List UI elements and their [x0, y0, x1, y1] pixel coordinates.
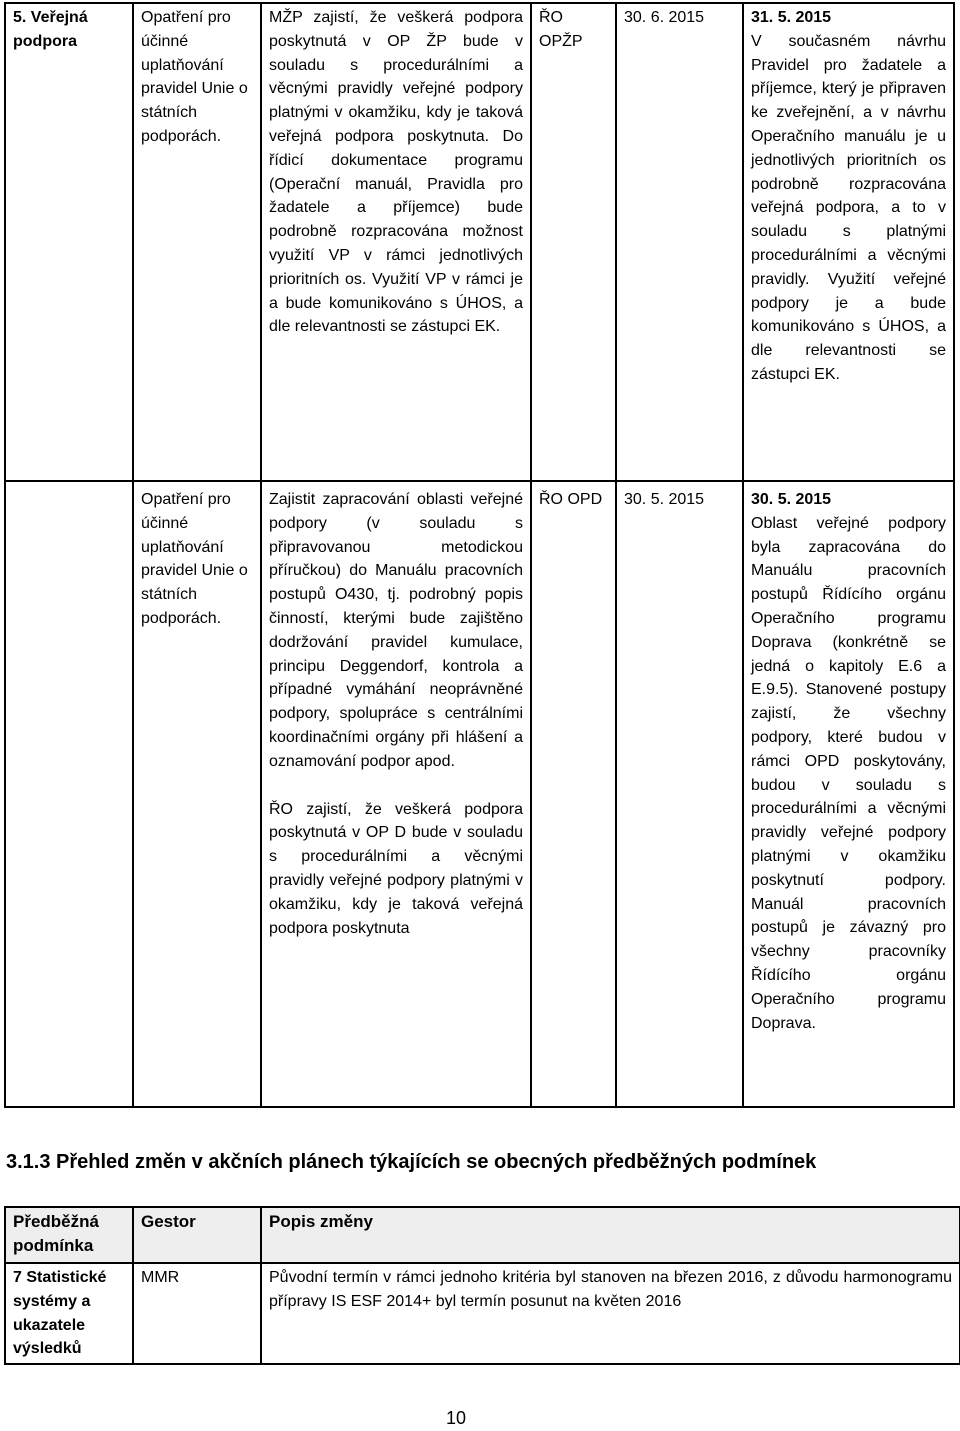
header-condition: Předběžná podmínka: [5, 1207, 133, 1263]
status-text: Oblast veřejné podpory byla zapracována do Manuálu pracovních postupů Řídícího orgánu Operačního programu Doprava (konkrétně se jedná o kapitoly E.6 a E.9.5). Stanovené postupy zajistí, že všechny podpory, které budou v rámci OPD poskytovány, budou v souladu s procedurálními a věcnými pravidly veřejné podpory platnými v okamžiku poskytnutí podpory. Manuál pracovních postupů je závazný pro všechny pracovníky Řídícího orgánu Operačního programu Doprava.: [751, 514, 946, 1032]
header-description: Popis změny: [261, 1207, 960, 1263]
action-paragraph: Zajistit zapracování oblasti veřejné podpory (v souladu s připravovanou metodickou příručkou) do Manuálu pracovních postupů O430, tj. podrobný popis činností, kterými bude zajištěno dodržování pravidel kumulace, principu Deggendorf, kontrola a případné vymáhání neoprávněné podpory, spolupráce s centrálními koordinačními orgány při hlášení a oznamování podpor apod.: [269, 491, 523, 770]
table-header-row: [5, 1207, 960, 1263]
description-cell: Původní termín v rámci jednoho kritéria byl stanoven na březen 2016, z důvodu harmonogramu přípravy IS ESF 2014+ byl termín posunut na květen 2016: [261, 1263, 960, 1364]
responsible-body-cell: ŘO OPD: [531, 481, 616, 1107]
condition-name-cell: 5. Veřejná podpora: [5, 3, 133, 481]
responsible-body-cell: ŘO OPŽP: [531, 3, 616, 481]
action-description-cell: [261, 481, 531, 1107]
status-cell: [743, 3, 954, 481]
measures-table: [4, 2, 955, 1108]
deadline-cell: 30. 6. 2015: [616, 3, 743, 481]
status-date: 30. 5. 2015: [751, 491, 832, 508]
measure-cell: Opatření pro účinné uplatňování pravidel Unie o státních podporách.: [133, 3, 261, 481]
table-row: [5, 3, 954, 481]
gestor-cell: MMR: [133, 1263, 261, 1364]
table-row: [5, 481, 954, 1107]
header-gestor: Gestor: [133, 1207, 261, 1263]
status-cell: [743, 481, 954, 1107]
table-row: [5, 1263, 960, 1364]
section-heading: 3.1.3 Přehled změn v akčních plánech týkajících se obecných předběžných podmínek: [6, 1151, 817, 1173]
status-text: V současném návrhu Pravidel pro žadatele a příjemce, který je připraven ke zveřejnění, a v návrhu Operačního manuálu je u jednotlivých prioritních os podrobně rozpracována veřejná podpora, a to v souladu s platnými procedurálními a věcnými pravidly. Využití veřejné podpory je a bude komunikováno s ÚHOS, a dle relevantnosti se zástupci EK.: [751, 32, 946, 383]
changes-table: [4, 1206, 960, 1365]
deadline-cell: 30. 5. 2015: [616, 481, 743, 1107]
action-paragraph: ŘO zajistí, že veškerá podpora poskytnutá v OP D bude v souladu s procedurálními a věcnými pravidly veřejné podpory platnými v okamžiku, kdy je taková veřejná podpora poskytnuta: [269, 800, 523, 937]
status-date: 31. 5. 2015: [751, 9, 832, 26]
condition-name-cell: [5, 481, 133, 1107]
measure-cell: Opatření pro účinné uplatňování pravidel Unie o státních podporách.: [133, 481, 261, 1107]
action-description-cell: [261, 3, 531, 481]
action-paragraph: MŽP zajistí, že veškerá podpora poskytnutá v OP ŽP bude v souladu s procedurálními a věcnými pravidly veřejné podpory platnými v okamžiku, kdy je taková veřejná podpora poskytnuta. Do řídicí dokumentace programu (Operační manuál, Pravidla pro žadatele a příjemce) bude podrobně rozpracována možnost využití VP v rámci jednotlivých prioritních os. Využití VP v rámci je a bude komunikováno s ÚHOS, a dle relevantnosti se zástupci EK.: [269, 9, 523, 336]
page-number: 10: [446, 1408, 467, 1428]
condition-cell: 7 Statistické systémy a ukazatele výsledků: [5, 1263, 133, 1364]
